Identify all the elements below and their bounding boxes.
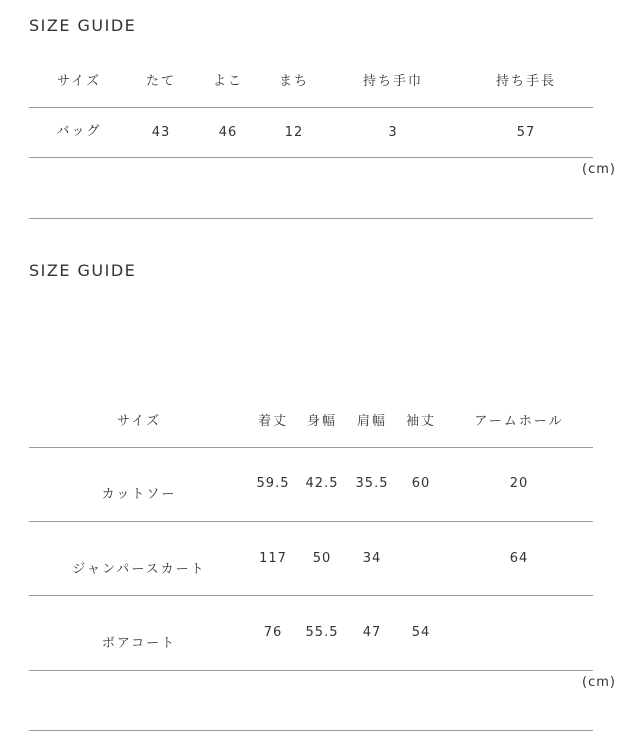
header-width: よこ — [212, 74, 244, 89]
value-length: 117 — [259, 551, 287, 566]
divider — [29, 447, 593, 448]
row-label: ボアコート — [101, 636, 177, 651]
divider — [29, 107, 593, 108]
header-size: サイズ — [117, 414, 161, 429]
header-handle-width: 持ち手巾 — [362, 74, 424, 89]
header-body-width: 身幅 — [306, 414, 338, 429]
value-length: 76 — [263, 625, 283, 640]
row-label: バッグ — [56, 124, 102, 139]
section2-title: SIZE GUIDE — [29, 261, 137, 280]
divider — [29, 595, 593, 596]
header-gusset: まち — [278, 74, 310, 89]
value-sleeve-length: 60 — [411, 476, 431, 491]
divider — [29, 218, 593, 219]
header-height: たて — [145, 74, 177, 89]
value-body-width: 42.5 — [305, 476, 339, 491]
section1-title: SIZE GUIDE — [29, 16, 137, 35]
value-height: 43 — [151, 125, 171, 140]
divider — [29, 670, 593, 671]
value-shoulder-width: 47 — [362, 625, 382, 640]
value-armhole: 20 — [509, 476, 529, 491]
unit-label: (cm) — [582, 675, 616, 690]
value-shoulder-width: 35.5 — [355, 476, 389, 491]
header-length: 着丈 — [257, 414, 289, 429]
divider — [29, 157, 593, 158]
row-label: カットソー — [101, 487, 177, 502]
header-armhole: アームホール — [474, 414, 564, 429]
value-body-width: 55.5 — [305, 625, 339, 640]
unit-label: (cm) — [582, 162, 616, 177]
value-length: 59.5 — [256, 476, 290, 491]
value-gusset: 12 — [284, 125, 304, 140]
value-handle-length: 57 — [516, 125, 536, 140]
row-label: ジャンパースカート — [72, 562, 206, 577]
value-sleeve-length: 54 — [411, 625, 431, 640]
value-shoulder-width: 34 — [362, 551, 382, 566]
header-shoulder-width: 肩幅 — [356, 414, 388, 429]
header-size: サイズ — [57, 74, 101, 89]
header-handle-length: 持ち手長 — [495, 74, 557, 89]
divider — [29, 521, 593, 522]
header-sleeve-length: 袖丈 — [405, 414, 437, 429]
value-width: 46 — [218, 125, 238, 140]
value-body-width: 50 — [312, 551, 332, 566]
value-armhole: 64 — [509, 551, 529, 566]
value-handle-width: 3 — [388, 125, 398, 140]
divider — [29, 730, 593, 731]
